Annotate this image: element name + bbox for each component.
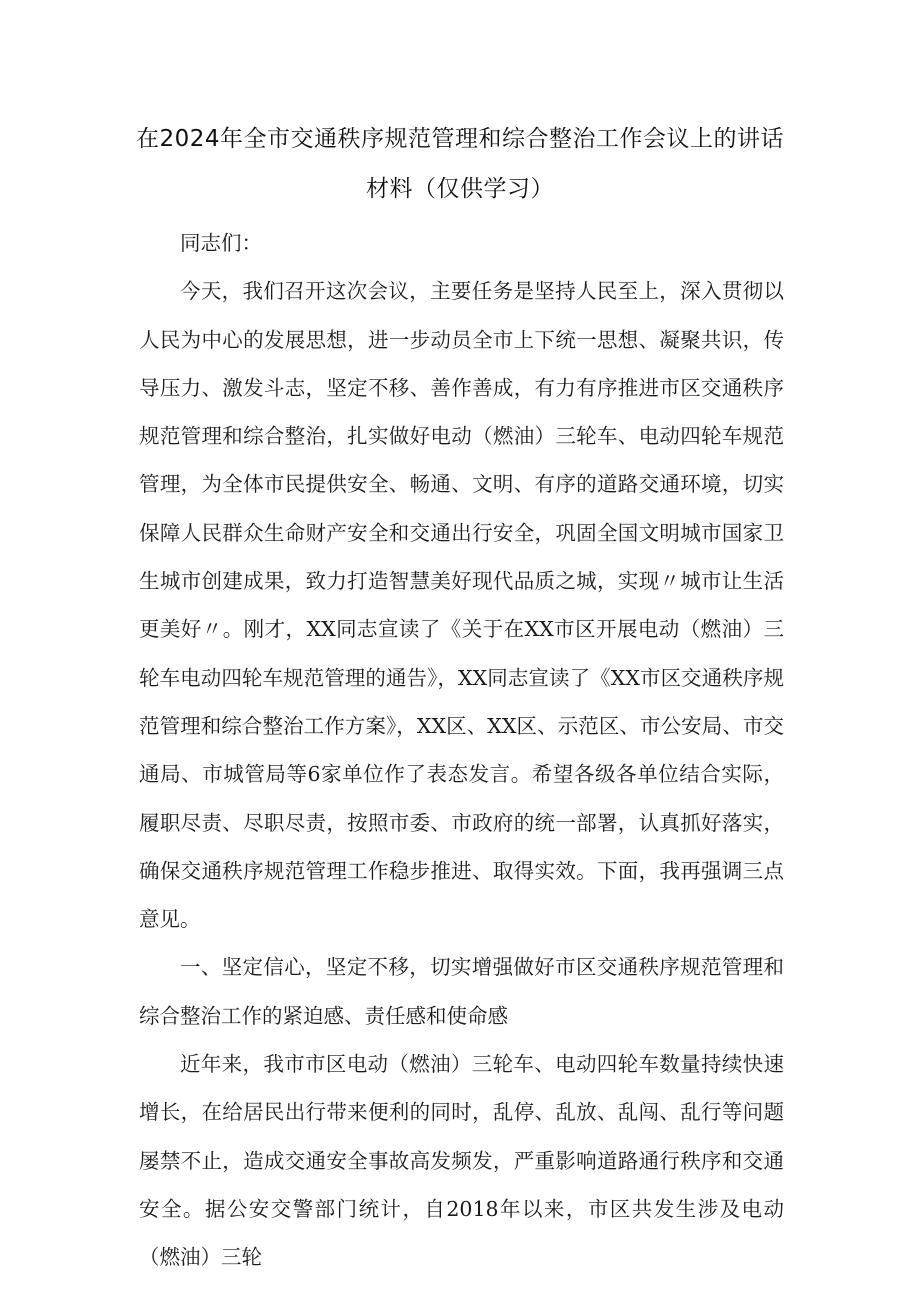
document-title-line-2: 材料（仅供学习） [366,176,554,202]
document-body [139,219,784,1282]
paragraph-opening: 今天，我们召开这次会议，主要任务是坚持人民至上，深入贯彻以人民为中心的发展思想，进一步动员全市上下统一思想、凝聚共识，传导压力、激发斗志，坚定不移、善作善成，有力有序推进市区交通秩序规范管理和综合整治，扎实做好电动（燃油）三轮车、电动四轮车规范管理，为全体市民提供安全、畅通、文明、有序的道路交通环境，切实保障人民群众生命财产安全和交通出行安全，巩固全国文明城市国家卫生城市创建成果，致力打造智慧美好现代品质之城，实现〃城市让生活更美好〃。刚才，XX同志宣读了《关于在XX市区开展电动（燃油）三轮车电动四轮车规范管理的通告》，XX同志宣读了《XX市区交通秩序规范管理和综合整治工作方案》，XX区、XX区、示范区、市公安局、市交通局、市城管局等6家单位作了表态发言。希望各级各单位结合实际，履职尽责、尽职尽责，按照市委、市政府的统一部署，认真抓好落实，确保交通秩序规范管理工作稳步推进、取得实效。下面，我再强调三点意见。 [139,279,784,932]
section-heading-1: 一、坚定信心，坚定不移，切实增强做好市区交通秩序规范管理和综合整治工作的紧迫感、责任感和使命感 [139,955,784,1028]
paragraph-section-1: 近年来，我市市区电动（燃油）三轮车、电动四轮车数量持续快速增长，在给居民出行带来便利的同时，乱停、乱放、乱闯、乱行等问题屡禁不止，造成交通安全事故高发频发，严重影响道路通行秩序和交通安全。据公安交警部门统计，自2018年以来，市区共发生涉及电动（燃油）三轮 [139,1052,784,1270]
document-title-line-1: 在2024年全市交通秩序规范管理和综合整治工作会议上的讲话 [135,126,785,152]
salutation: 同志们： [180,231,262,255]
